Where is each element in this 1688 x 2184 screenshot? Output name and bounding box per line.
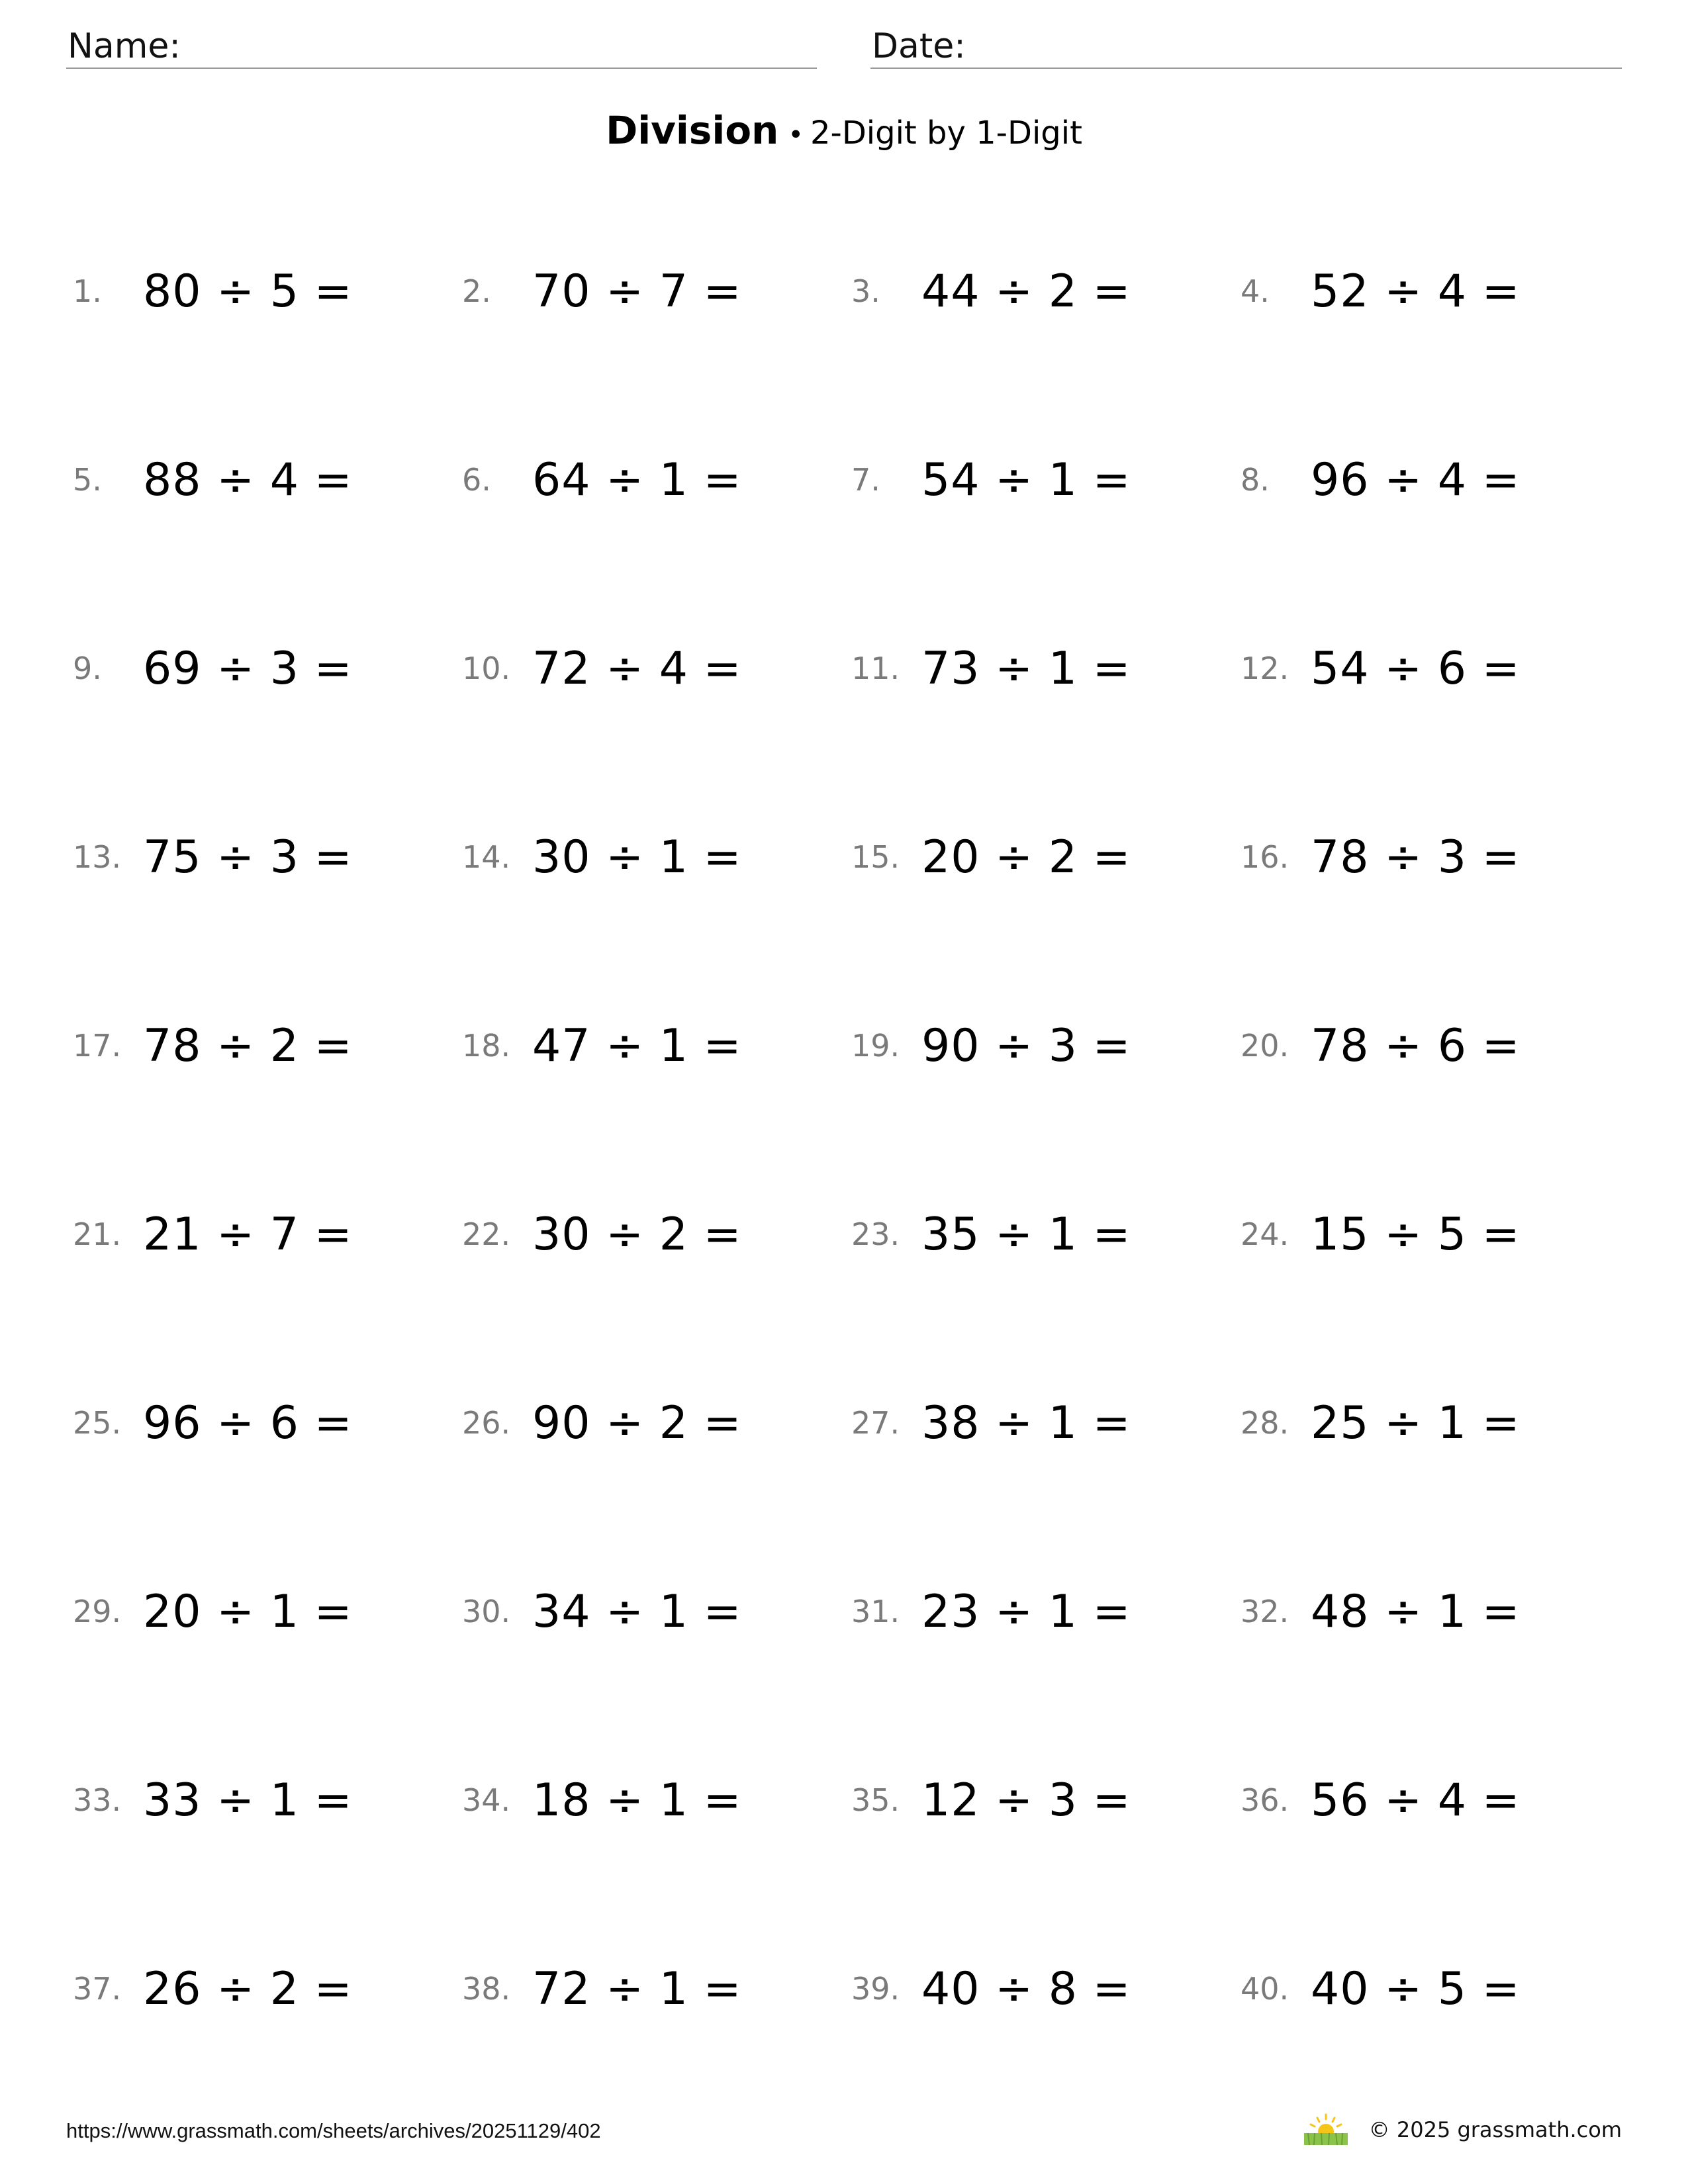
problem-expression: 40 ÷ 5 = [1311, 1962, 1521, 2015]
problem-item [851, 1565, 1241, 1658]
problem-item [851, 811, 1241, 903]
problem-expression: 72 ÷ 4 = [532, 642, 742, 695]
title-separator: • [788, 120, 804, 150]
problem-item [851, 245, 1241, 338]
problem-expression: 12 ÷ 3 = [921, 1774, 1131, 1827]
problem-item [1241, 1754, 1630, 1846]
problem-item [73, 245, 462, 338]
problem-number: 16. [1241, 839, 1289, 875]
problem-item [73, 622, 462, 715]
problem-number: 29. [73, 1594, 122, 1629]
problem-item [73, 1377, 462, 1469]
problem-item [73, 1754, 462, 1846]
problem-item [851, 1377, 1241, 1469]
problem-number: 21. [73, 1216, 122, 1252]
problem-expression: 73 ÷ 1 = [921, 642, 1131, 695]
problem-number: 5. [73, 462, 102, 498]
problem-item [851, 1754, 1241, 1846]
problem-expression: 90 ÷ 3 = [921, 1019, 1131, 1072]
problem-expression: 96 ÷ 4 = [1311, 453, 1521, 506]
problem-number: 22. [462, 1216, 511, 1252]
problem-expression: 52 ÷ 4 = [1311, 265, 1521, 318]
problem-number: 35. [851, 1782, 900, 1818]
problem-item [1241, 433, 1630, 526]
problem-expression: 70 ÷ 7 = [532, 265, 742, 318]
problem-item [851, 1188, 1241, 1281]
problem-expression: 78 ÷ 3 = [1311, 831, 1521, 884]
problem-expression: 96 ÷ 6 = [143, 1396, 353, 1449]
problem-item [462, 1565, 851, 1658]
problem-number: 10. [462, 651, 511, 686]
date-field[interactable] [870, 25, 1622, 69]
problem-number: 11. [851, 651, 900, 686]
problem-item [462, 433, 851, 526]
problem-number: 13. [73, 839, 122, 875]
problem-expression: 25 ÷ 1 = [1311, 1396, 1521, 1449]
problem-item [462, 245, 851, 338]
problem-item [1241, 999, 1630, 1092]
problem-number: 39. [851, 1971, 900, 2007]
problem-expression: 80 ÷ 5 = [143, 265, 353, 318]
problem-expression: 26 ÷ 2 = [143, 1962, 353, 2015]
problem-item [851, 999, 1241, 1092]
problem-item [1241, 1942, 1630, 2035]
problem-number: 30. [462, 1594, 511, 1629]
problem-item [73, 1188, 462, 1281]
name-field[interactable] [66, 25, 817, 69]
problem-expression: 21 ÷ 7 = [143, 1208, 353, 1261]
problem-expression: 69 ÷ 3 = [143, 642, 353, 695]
problem-number: 1. [73, 273, 102, 309]
problem-expression: 56 ÷ 4 = [1311, 1774, 1521, 1827]
problem-number: 31. [851, 1594, 900, 1629]
problem-item [462, 1942, 851, 2035]
problem-grid [73, 245, 1662, 2131]
problem-number: 20. [1241, 1028, 1289, 1064]
problem-expression: 40 ÷ 8 = [921, 1962, 1131, 2015]
problem-item [1241, 1565, 1630, 1658]
problem-expression: 75 ÷ 3 = [143, 831, 353, 884]
problem-expression: 48 ÷ 1 = [1311, 1585, 1521, 1638]
problem-number: 24. [1241, 1216, 1289, 1252]
problem-expression: 23 ÷ 1 = [921, 1585, 1131, 1638]
problem-expression: 35 ÷ 1 = [921, 1208, 1131, 1261]
problem-number: 17. [73, 1028, 122, 1064]
problem-item [1241, 1377, 1630, 1469]
problem-number: 2. [462, 273, 491, 309]
problem-number: 12. [1241, 651, 1289, 686]
problem-number: 26. [462, 1405, 511, 1441]
problem-item [462, 811, 851, 903]
problem-item [851, 622, 1241, 715]
problem-number: 14. [462, 839, 511, 875]
problem-number: 28. [1241, 1405, 1289, 1441]
name-label: Name: [68, 26, 181, 66]
problem-expression: 72 ÷ 1 = [532, 1962, 742, 2015]
problem-item [462, 1754, 851, 1846]
problem-expression: 88 ÷ 4 = [143, 453, 353, 506]
problem-number: 3. [851, 273, 880, 309]
problem-item [462, 622, 851, 715]
problem-item [1241, 245, 1630, 338]
problem-item [851, 433, 1241, 526]
footer-brand [1303, 2113, 1622, 2146]
footer-copyright: © 2025 grassmath.com [1368, 2117, 1622, 2142]
problem-expression: 54 ÷ 1 = [921, 453, 1131, 506]
problem-item [462, 999, 851, 1092]
problem-expression: 90 ÷ 2 = [532, 1396, 742, 1449]
problem-expression: 44 ÷ 2 = [921, 265, 1131, 318]
problem-item [462, 1377, 851, 1469]
problem-number: 32. [1241, 1594, 1289, 1629]
date-label: Date: [872, 26, 966, 66]
problem-number: 4. [1241, 273, 1270, 309]
problem-number: 9. [73, 651, 102, 686]
problem-item [1241, 811, 1630, 903]
problem-number: 40. [1241, 1971, 1289, 2007]
problem-number: 33. [73, 1782, 122, 1818]
problem-expression: 18 ÷ 1 = [532, 1774, 742, 1827]
problem-item [1241, 622, 1630, 715]
problem-expression: 38 ÷ 1 = [921, 1396, 1131, 1449]
problem-expression: 30 ÷ 2 = [532, 1208, 742, 1261]
problem-number: 18. [462, 1028, 511, 1064]
problem-number: 38. [462, 1971, 511, 2007]
footer-url: https://www.grassmath.com/sheets/archives/20251129/402 [66, 2119, 601, 2142]
problem-expression: 33 ÷ 1 = [143, 1774, 353, 1827]
problem-expression: 64 ÷ 1 = [532, 453, 742, 506]
problem-expression: 20 ÷ 1 = [143, 1585, 353, 1638]
problem-expression: 20 ÷ 2 = [921, 831, 1131, 884]
problem-item [73, 433, 462, 526]
problem-number: 25. [73, 1405, 122, 1441]
title-subtitle: 2-Digit by 1-Digit [810, 114, 1082, 152]
problem-expression: 78 ÷ 2 = [143, 1019, 353, 1072]
problem-item [73, 1942, 462, 2035]
problem-expression: 30 ÷ 1 = [532, 831, 742, 884]
title-main: Division [606, 108, 779, 153]
sun-over-grass-icon [1303, 2113, 1349, 2146]
problem-item [1241, 1188, 1630, 1281]
problem-item [851, 1942, 1241, 2035]
problem-number: 36. [1241, 1782, 1289, 1818]
problem-item [462, 1188, 851, 1281]
problem-number: 7. [851, 462, 880, 498]
problem-expression: 78 ÷ 6 = [1311, 1019, 1521, 1072]
problem-number: 37. [73, 1971, 122, 2007]
problem-number: 19. [851, 1028, 900, 1064]
problem-number: 6. [462, 462, 491, 498]
problem-expression: 15 ÷ 5 = [1311, 1208, 1521, 1261]
problem-item [73, 1565, 462, 1658]
problem-number: 27. [851, 1405, 900, 1441]
problem-item [73, 999, 462, 1092]
problem-number: 23. [851, 1216, 900, 1252]
problem-expression: 47 ÷ 1 = [532, 1019, 742, 1072]
problem-expression: 54 ÷ 6 = [1311, 642, 1521, 695]
problem-item [73, 811, 462, 903]
problem-number: 8. [1241, 462, 1270, 498]
problem-number: 34. [462, 1782, 511, 1818]
problem-expression: 34 ÷ 1 = [532, 1585, 742, 1638]
worksheet-title [0, 107, 1688, 158]
problem-number: 15. [851, 839, 900, 875]
